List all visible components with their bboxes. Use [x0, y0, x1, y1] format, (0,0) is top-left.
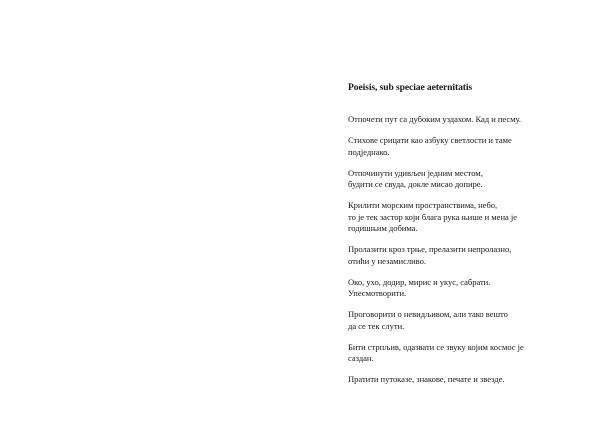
stanza — [348, 342, 588, 365]
poem-line: Отпочети пут са дубоким уздахом. Кад и песму. — [348, 114, 522, 124]
poem-line: Око, ухо, додир, мирис и укус, сабрати. — [348, 276, 491, 287]
poem-line: Упесмотворити. — [348, 288, 407, 298]
poem-stanzas — [348, 114, 588, 386]
poem-line: саздан. — [348, 353, 374, 363]
poem-title: Poeisis, sub speciae aeternitatis — [348, 82, 473, 93]
poem-line: то је тек застор који блага рука њише и мена је — [348, 211, 517, 222]
poem-line: Бити стрпљив, одазвати се звуку којим космос је — [348, 341, 524, 352]
poem-line: Пратити путоказе, знакове, печате и звезде. — [348, 374, 505, 384]
stanza — [348, 114, 588, 126]
poem-line: Проговорити о невидљивом, али тако вешто — [348, 309, 508, 319]
stanza — [348, 244, 588, 267]
stanza — [348, 168, 588, 191]
stanza — [348, 374, 588, 386]
stanza — [348, 277, 588, 300]
poem-line: подједнако. — [348, 146, 390, 157]
poem-line: Крилити морским пространствима, небо, — [348, 200, 498, 210]
poem — [348, 82, 588, 395]
poem-line: годишњим добима. — [348, 223, 418, 233]
stanza — [348, 135, 588, 158]
stanza — [348, 309, 588, 332]
poem-line: Стихове срицати као азбуку светлости и таме — [348, 135, 512, 145]
poem-line: будити се свуда, докле мисао допире. — [348, 179, 483, 189]
stanza — [348, 200, 588, 235]
poem-line: отићи у незамисливо. — [348, 255, 426, 266]
poem-line: Пролазити кроз трње, прелазити непролазно, — [348, 244, 512, 254]
poem-line: Отпочинути удивљен једним местом, — [348, 167, 483, 178]
poem-line: да се тек слути. — [348, 320, 405, 331]
